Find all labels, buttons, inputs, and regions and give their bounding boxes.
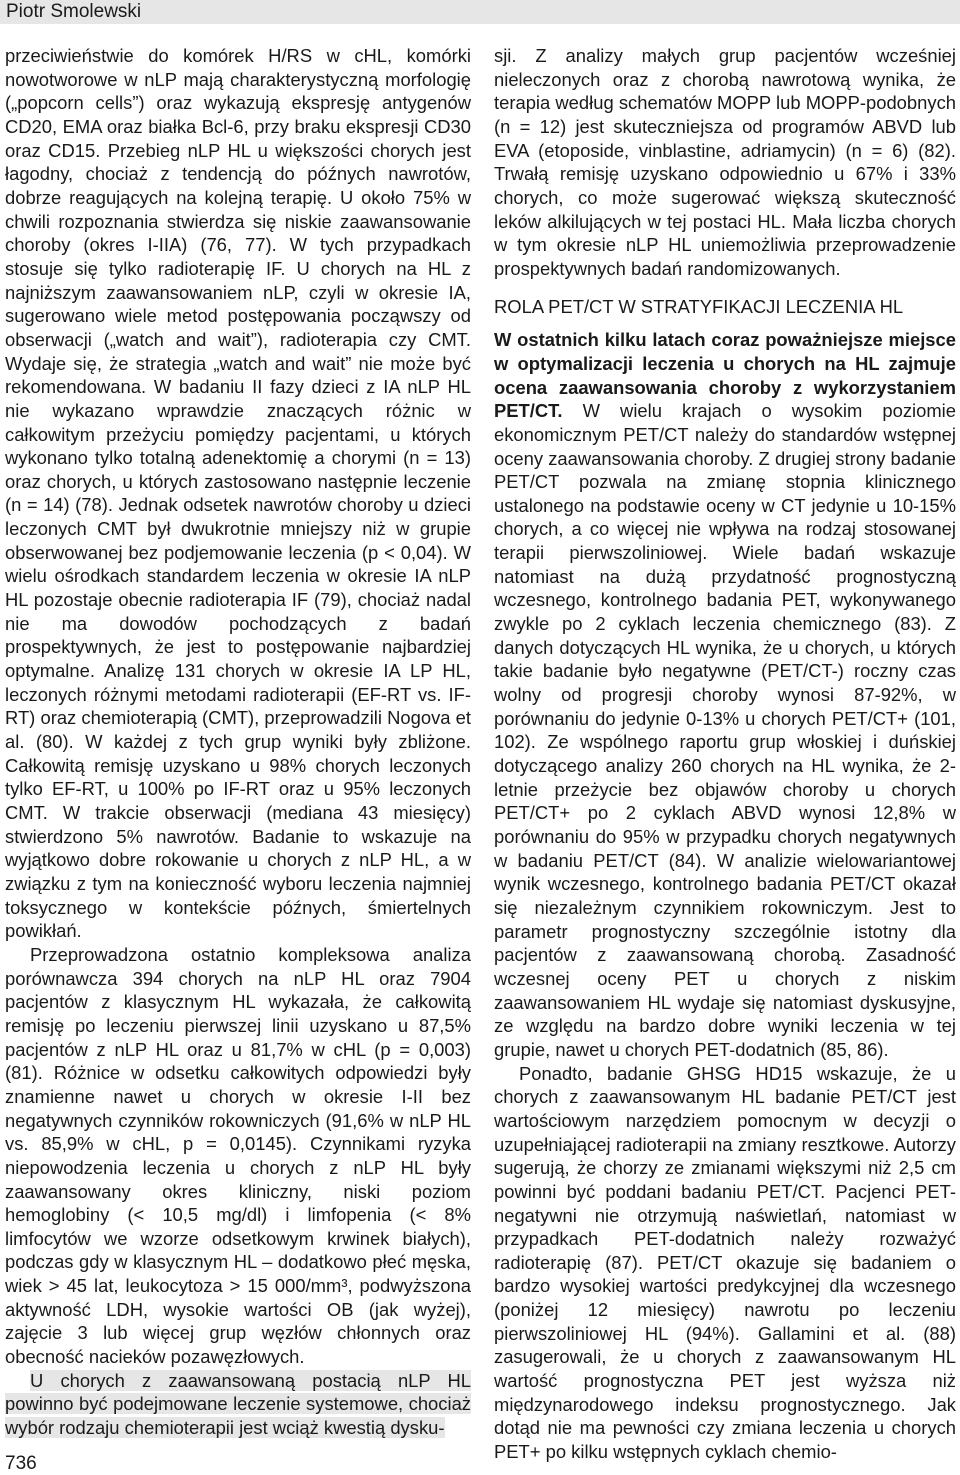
lead-bold-text: W ostatnich kilku latach coraz poważniejsze miejsce w optymalizacji leczenia u chorych na HL zajmuje ocena zaawansowania choroby z wykorzystaniem PET/CT. [494,329,956,422]
left-column [5,44,471,1440]
right-column [494,44,956,1464]
lead-paragraph [494,328,956,1061]
body-paragraph: przeciwieństwie do komórek H/RS w cHL, komórki nowotworowe w nLP mają charakterystyczną morfologię („popcorn cells”) oraz wykazują ekspresję antygenów CD20, EMA oraz białka Bcl-6, przy braku ekspresji CD30 oraz CD15. Przebieg nLP HL u większości chorych jest łagodny, chociaż z tendencją do późnych nawrotów, dobrze reagujących na kolejną terapię. U około 75% w chwili rozpoznania stwierdza się niskie zaawansowanie choroby (okres I-IIA) (76, 77). W tych przypadkach stosuje się tylko radioterapię IF. U chorych na HL z najniższym zaawansowaniem nLP, czyli w okresie IA, sugerowano wiele metod postępowania począwszy od obserwacji („watch and wait”), radioterapia czy CMT. Wydaje się, że strategia „watch and wait” nie może być rekomendowana. W badaniu II fazy dzieci z IA nLP HL nie wykazano wprawdzie znaczących różnic w całkowitym przeżyciu pomiędzy pacjentami, u których wykonano tylko totalną adenektomię a chorymi (n = 13) oraz chorych, u których zastosowano następnie leczenie (n = 14) (78). Jednak odsetek nawrotów choroby u dzieci leczonych CMT był dwukrotnie mniejszy niż w grupie obserwowanej bez podjemowanie leczenia (p < 0,04). W wielu ośrodkach standardem leczenia w okresie IA nLP HL pozostaje obecnie radioterapia IF (79), chociaż nadal nie ma dowodów pochodzących z badań prospektywnych, że jest to postępowanie najbardziej optymalne. Analizę 131 chorych w okresie IA LP HL, leczonych różnymi metodami radioterapii (EF-RT vs. IF-RT) oraz chemioterapią (CMT), przeprowadzili Nogova et al. (80). W każdej z tych grup wyniki były zbliżone. Całkowitą remisję uzyskano u 98% chorych leczonych tylko EF-RT, u 100% po IF-RT oraz u 95% leczonych CMT. W trakcie obserwacji (mediana 43 miesięcy) stwierdzono 5% nawrotów. Badanie to wskazuje na wyjątkowo dobre rokowanie u chorych z nLP HL, a w związku z tym na konieczność wyboru leczenia najmniej toksycznego w kontekście późnych, śmiertelnych powikłań. [5,45,471,942]
section-heading: ROLA PET/CT W STRATYFIKACJI LECZENIA HL [494,295,904,317]
lead-body-text: W wielu krajach o wysokim poziomie ekonomicznym PET/CT należy do standardów wstępnej oceny zaawansowania choroby. Z drugiej strony badanie PET/CT pozwala na zmianę stopnia klinicznego ustalonego na podstawie oceny w CT jedynie u 10-15% chorych, a co więcej nie wpływa na rodzaj stosowanej terapii pierwszoliniowej. Wiele badań wskazuje natomiast na dużą przydatność prognostyczną wczesnego, kontrolnego badania PET, wykonywanego zwykle po 2 cyklach leczenia chemicznego (83). Z danych dotyczących HL wynika, że u chorych, u których takie badanie było negatywne (PET/CT-) roczny czas wolny od progresji choroby wynosi 87-92%, w porównaniu do jedynie 0-13% u chorych PET/CT+ (101, 102). Ze wspólnego raportu grup włoskiej i duńskiej dotyczącego analizy 260 chorych na HL wynika, że 2-letnie przeżycie bez objawów choroby u chorych PET/CT+ po 2 cyklach ABVD wynosi 12,8% w porównaniu do 95% w przypadku chorych negatywnych w badaniu PET/CT (84). W analizie wielowariantowej wynik wczesnego, kontrolnego badania PET/CT okazał się niezależnym czynnikiem rokowniczym. Jest to parametr prognostyczny szczególnie istotny dla pacjentów z zaawansowaną chorobą. Zasadność wczesnej oceny PET u chorych z niskim zaawansowaniem HL wydaje się natomiast dyskusyjne, ze względu na bardzo dobre wyniki leczenia w tej grupie, nawet u chorych PET-dodatnich (85, 86). [494,400,956,1060]
running-head-author: Piotr Smolewski [6,1,142,22]
running-header-bar [0,0,960,24]
body-paragraph: Przeprowadzona ostatnio kompleksowa analiza porównawcza 394 chorych na nLP HL oraz 7904 pacjentów z klasycznym HL wykazała, że całkowitą remisję po leczeniu pierwszej linii uzyskano u 87,5% pacjentów z nLP HL oraz u 81,7% w cHL (p = 0,003) (81). Różnice w odsetku całkowitych odpowiedzi były znamienne nawet u chorych w okresie I-II bez negatywnych czynników rokowniczych (91,6% w nLP HL vs. 85,9% w cHL, p = 0,0145). Czynnikami ryzyka niepowodzenia leczenia u chorych z nLP HL były zaawansowany okres kliniczny, niski poziom hemoglobiny (< 10,5 mg/dl) i limfopenia (< 8% limfocytów we wzorze odsetkowym krwinek białych), podczas gdy w klasycznym HL – dodatkowo płeć męska, wiek > 45 lat, leukocytoza > 15 000/mm³, podwyższona aktywność LDH, wysokie wartości OB (jak wyżej), zajęcie 3 lub więcej grup węzłów chłonnych oraz obecność nacieków pozawęzłowych. [5,943,471,1368]
body-paragraph-highlighted [5,1369,471,1440]
body-paragraph: sji. Z analizy małych grup pacjentów wcześniej nieleczonych oraz z chorobą nawrotową wynika, że terapia według schematów MOPP lub MOPP-podobnych (n = 12) jest skuteczniejsza od programów ABVD lub EVA (etoposide, vinblastine, adriamycin) (n = 6) (82). Trwałą remisję uzyskano odpowiednio u 67% i 33% chorych, co może sugerować większą skuteczność leków alkilujących w tej postaci HL. Mała liczba chorych w tym okresie nLP HL uniemożliwia przeprowadzenie prospektywnych badań randomizowanych. [494,45,956,279]
page-number: 736 [5,1453,37,1474]
highlighted-text: U chorych z zaawansowaną postacią nLP HL powinno być podejmowane leczenie systemowe, chociaż wybór rodzaju chemioterapii jest wciąż kwestią dysku- [5,1369,471,1439]
body-paragraph: Ponadto, badanie GHSG HD15 wskazuje, że u chorych z zaawansowanym HL badanie PET/CT jest wartościowym narzędziem pomocnym w decyzji o uzupełniającej radioterapii na zmiany resztkowe. Autorzy sugerują, że chorzy ze zmianami większymi niż 2,5 cm powinni być poddani badaniu PET/CT. Pacjenci PET-negatywni nie otrzymują naświetlań, natomiast w przypadkach PET-dodatnich należy rozważyć radioterapię (87). PET/CT okazuje się badaniem o bardzo wysokiej wartości predykcyjnej dla wczesnego (poniżej 12 miesięcy) nawrotu po leczeniu pierwszoliniowej HL (94%). Gallamini et al. (88) zasugerowali, że u chorych z zaawansowanym HL wartość prognostyczna PET jest wyższa niż międzynarodowego indeksu prognostycznego. Jak dotąd nie ma pewności czy zmiana leczenia u chorych PET+ po kilku wstępnych cyklach chemio- [494,1062,956,1463]
